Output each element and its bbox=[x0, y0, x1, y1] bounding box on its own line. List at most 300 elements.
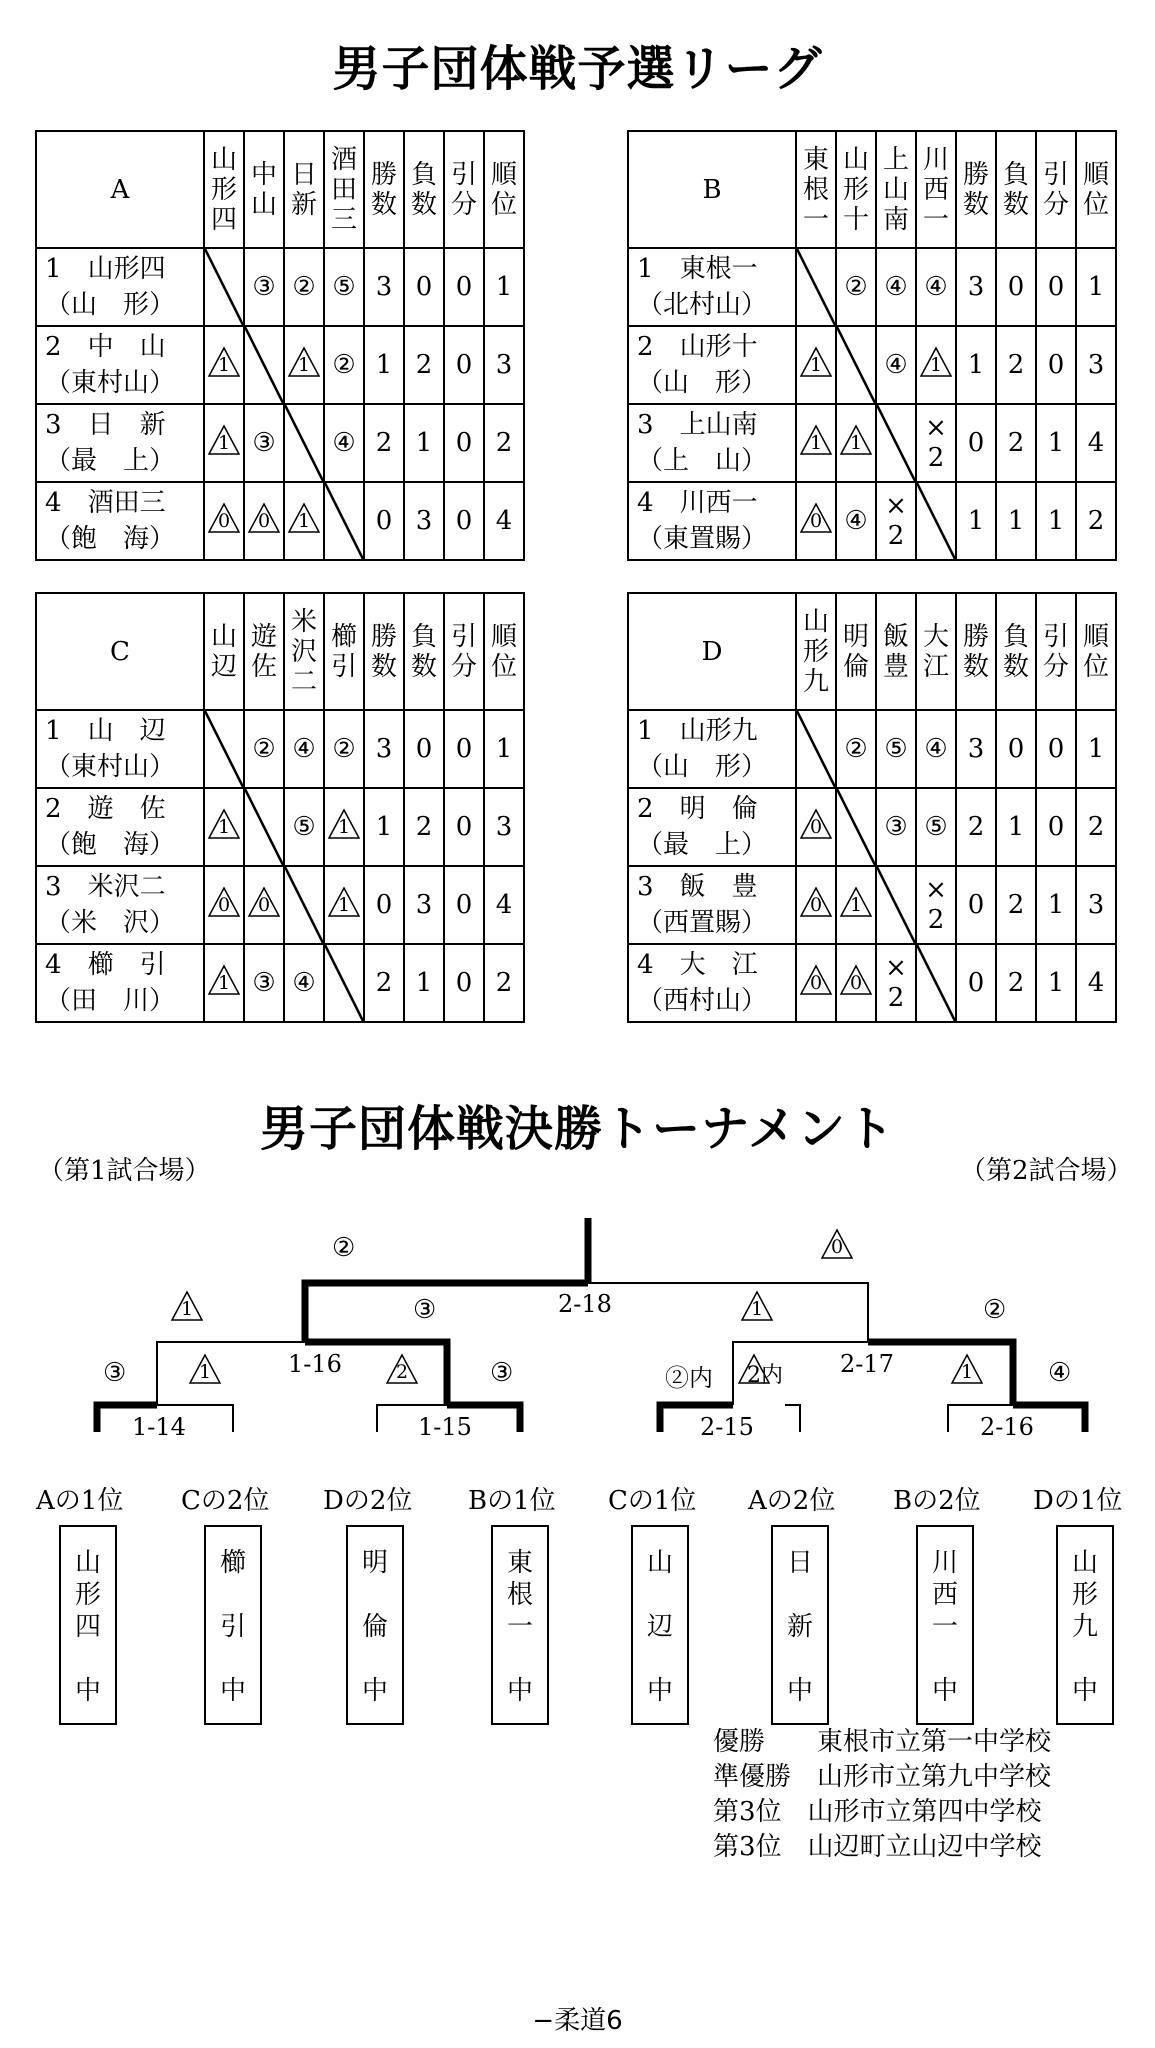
loss-mark: 1 bbox=[327, 886, 361, 918]
opponent-header: 飯豊 bbox=[876, 593, 916, 710]
venue-right: （第2試合場） bbox=[960, 1156, 1133, 1186]
loss-mark: 0 bbox=[799, 964, 833, 996]
result-cell bbox=[876, 710, 916, 788]
stat-cell: 2 bbox=[996, 404, 1036, 482]
opponent-header: 遊佐 bbox=[244, 593, 284, 710]
entrant-char bbox=[1058, 1643, 1112, 1675]
stat-cell: 0 bbox=[1036, 248, 1076, 326]
stat-cell: 3 bbox=[484, 788, 524, 866]
entrant-char bbox=[348, 1579, 402, 1611]
entrant-char bbox=[206, 1579, 260, 1611]
stat-cell: 2 bbox=[484, 404, 524, 482]
win-mark: ② bbox=[292, 272, 316, 302]
entrant-char: 東 bbox=[506, 1548, 533, 1578]
result-cell bbox=[284, 944, 324, 1022]
table-row bbox=[628, 482, 1116, 560]
draw-mark: × 2 bbox=[885, 953, 907, 1013]
score-q3-right: 2内 bbox=[737, 1353, 771, 1385]
result-cell bbox=[916, 788, 956, 866]
win-mark: ④ bbox=[332, 428, 356, 458]
team-cell: 1 東根一 （北村山） bbox=[628, 248, 796, 326]
win-mark: ④ bbox=[884, 272, 908, 302]
stat-cell: 0 bbox=[996, 710, 1036, 788]
team-cell: 2 遊 佐 （飽 海） bbox=[36, 788, 204, 866]
result-cell bbox=[244, 710, 284, 788]
stat-cell: 1 bbox=[1036, 944, 1076, 1022]
entrant-char: 櫛 bbox=[219, 1548, 246, 1578]
score-semi2-right: ② bbox=[983, 1295, 1007, 1325]
seed-label: Cの2位 bbox=[181, 1486, 270, 1516]
result-cell bbox=[876, 944, 916, 1022]
team-cell: 4 川西一 （東置賜） bbox=[628, 482, 796, 560]
result-cell bbox=[244, 866, 284, 944]
stat-cell: 1 bbox=[364, 326, 404, 404]
opponent-header: 山辺 bbox=[204, 593, 244, 710]
bracket-2-15-right bbox=[785, 1405, 800, 1432]
table-row bbox=[36, 866, 524, 944]
loss-mark: 0 bbox=[799, 502, 833, 534]
loss-mark: 0 bbox=[799, 808, 833, 840]
stat-cell: 2 bbox=[1076, 482, 1116, 560]
seed-label: Aの2位 bbox=[748, 1486, 836, 1516]
league-name: C bbox=[36, 593, 204, 710]
result-cell bbox=[836, 710, 876, 788]
stat-header: 順位 bbox=[1076, 593, 1116, 710]
loss-mark: 1 bbox=[287, 346, 321, 378]
stat-header: 勝数 bbox=[956, 593, 996, 710]
loss-mark: 1 bbox=[327, 808, 361, 840]
stat-cell: 1 bbox=[1036, 404, 1076, 482]
team-cell: 1 山形九 （山 形） bbox=[628, 710, 796, 788]
league-table-d bbox=[627, 592, 1117, 1023]
stat-cell: 1 bbox=[1036, 866, 1076, 944]
self-match-cell bbox=[876, 866, 916, 944]
team-cell: 3 飯 豊 （西置賜） bbox=[628, 866, 796, 944]
bracket-2-18-right bbox=[588, 1283, 868, 1342]
stat-header: 負数 bbox=[996, 131, 1036, 248]
stat-cell: 4 bbox=[484, 482, 524, 560]
entrant-char bbox=[206, 1643, 260, 1675]
entrant-box bbox=[771, 1525, 829, 1725]
loss-mark: 0 bbox=[247, 502, 281, 534]
match-2-18: 2-18 bbox=[558, 1290, 612, 1318]
self-match-cell bbox=[244, 326, 284, 404]
win-mark: ⑤ bbox=[884, 734, 908, 764]
team-cell: 4 大 江 （西村山） bbox=[628, 944, 796, 1022]
opponent-header: 山形十 bbox=[836, 131, 876, 248]
stat-cell: 0 bbox=[444, 788, 484, 866]
self-match-cell bbox=[916, 482, 956, 560]
score-q2-left: 2 bbox=[385, 1353, 419, 1385]
result-cell bbox=[916, 326, 956, 404]
tournament-title: 男子団体戦決勝トーナメント bbox=[259, 1101, 896, 1157]
match-2-17: 2-17 bbox=[840, 1350, 894, 1378]
stat-cell: 0 bbox=[364, 482, 404, 560]
result-cell bbox=[876, 326, 916, 404]
loss-mark: 1 bbox=[207, 346, 241, 378]
result-cell bbox=[244, 404, 284, 482]
entrant-char: 中 bbox=[1071, 1676, 1098, 1706]
loss-mark: 1 bbox=[287, 502, 321, 534]
result-cell bbox=[836, 404, 876, 482]
result-cell bbox=[244, 944, 284, 1022]
result-cell bbox=[324, 710, 364, 788]
stat-header: 負数 bbox=[996, 593, 1036, 710]
result-cell bbox=[796, 326, 836, 404]
table-row bbox=[36, 404, 524, 482]
result-cell bbox=[796, 482, 836, 560]
score-semi1-left: 1 bbox=[170, 1290, 204, 1322]
loss-mark: 0 bbox=[247, 886, 281, 918]
stat-cell: 4 bbox=[484, 866, 524, 944]
stat-cell: 2 bbox=[996, 326, 1036, 404]
entrant-char: 山 bbox=[646, 1548, 673, 1578]
entrant-box bbox=[204, 1525, 262, 1725]
loss-mark: 1 bbox=[799, 346, 833, 378]
team-cell: 2 中 山 （東村山） bbox=[36, 326, 204, 404]
win-mark: ③ bbox=[884, 812, 908, 842]
stat-cell: 3 bbox=[1076, 866, 1116, 944]
result-cell bbox=[284, 482, 324, 560]
stat-cell: 3 bbox=[956, 710, 996, 788]
stat-header: 引分 bbox=[444, 593, 484, 710]
match-1-15: 1-15 bbox=[418, 1413, 472, 1441]
win-mark: ⑤ bbox=[924, 812, 948, 842]
entrant-char: 一 bbox=[506, 1612, 533, 1642]
team-cell: 1 山 辺 （東村山） bbox=[36, 710, 204, 788]
entrant-char: 日 bbox=[786, 1548, 813, 1578]
entrant-char: 四 bbox=[74, 1612, 101, 1642]
league-table-b bbox=[627, 130, 1117, 561]
entrant-char bbox=[633, 1643, 687, 1675]
score-q3-left: ②内 bbox=[665, 1364, 713, 1392]
result-third-1: 第3位 山形市立第四中学校 bbox=[713, 1797, 1042, 1827]
win-mark: ③ bbox=[252, 428, 276, 458]
stat-cell: 0 bbox=[444, 710, 484, 788]
loss-mark: 1 bbox=[207, 808, 241, 840]
stat-header: 勝数 bbox=[956, 131, 996, 248]
win-mark: ④ bbox=[924, 272, 948, 302]
result-cell bbox=[796, 866, 836, 944]
stat-header: 順位 bbox=[484, 131, 524, 248]
win-mark: ④ bbox=[924, 734, 948, 764]
self-match-cell bbox=[324, 482, 364, 560]
stat-cell: 2 bbox=[364, 944, 404, 1022]
result-cell bbox=[324, 866, 364, 944]
self-match-cell bbox=[204, 710, 244, 788]
stat-cell: 1 bbox=[364, 788, 404, 866]
stat-cell: 3 bbox=[484, 326, 524, 404]
score-semi2-left: 1 bbox=[740, 1290, 774, 1322]
result-cell bbox=[244, 482, 284, 560]
stat-cell: 0 bbox=[404, 248, 444, 326]
table-row bbox=[36, 788, 524, 866]
bracket-1-16-left bbox=[157, 1342, 305, 1405]
draw-mark: × 2 bbox=[925, 413, 947, 473]
league-name: A bbox=[36, 131, 204, 248]
result-cell bbox=[836, 944, 876, 1022]
win-mark: ② bbox=[332, 350, 356, 380]
team-cell: 3 日 新 （最 上） bbox=[36, 404, 204, 482]
seed-label: Aの1位 bbox=[36, 1486, 124, 1516]
opponent-header: 中山 bbox=[244, 131, 284, 248]
win-mark: ② bbox=[844, 734, 868, 764]
entrant-char: 形 bbox=[1071, 1580, 1098, 1610]
entrant-char: 新 bbox=[786, 1612, 813, 1642]
entrant-box bbox=[346, 1525, 404, 1725]
league-table-a bbox=[35, 130, 525, 561]
win-mark: ④ bbox=[292, 968, 316, 998]
self-match-cell bbox=[836, 326, 876, 404]
win-mark: ② bbox=[332, 734, 356, 764]
loss-mark: 1 bbox=[207, 424, 241, 456]
win-mark: ② bbox=[252, 734, 276, 764]
win-mark: ④ bbox=[884, 350, 908, 380]
self-match-cell bbox=[796, 248, 836, 326]
entrant-char: 中 bbox=[74, 1676, 101, 1706]
result-cell bbox=[876, 482, 916, 560]
entrant-char: 川 bbox=[931, 1548, 958, 1578]
entrant-char: 中 bbox=[931, 1676, 958, 1706]
stat-cell: 2 bbox=[484, 944, 524, 1022]
stat-cell: 0 bbox=[404, 710, 444, 788]
loss-mark: 0 bbox=[839, 964, 873, 996]
stat-cell: 0 bbox=[956, 944, 996, 1022]
loss-mark: 1 bbox=[919, 346, 953, 378]
team-cell: 1 山形四 （山 形） bbox=[36, 248, 204, 326]
team-cell: 3 上山南 （上 山） bbox=[628, 404, 796, 482]
bracket-2-18-left bbox=[305, 1283, 588, 1342]
league-name: D bbox=[628, 593, 796, 710]
score-final-left: ② bbox=[332, 1233, 356, 1263]
result-cell bbox=[796, 404, 836, 482]
league-title: 男子団体戦予選リーグ bbox=[332, 41, 823, 97]
seed-label: Dの1位 bbox=[1033, 1486, 1123, 1516]
stat-cell: 4 bbox=[1076, 404, 1116, 482]
self-match-cell bbox=[284, 404, 324, 482]
entrant-char: 根 bbox=[506, 1580, 533, 1610]
stat-header: 順位 bbox=[1076, 131, 1116, 248]
entrant-char: 山 bbox=[1071, 1548, 1098, 1578]
opponent-header: 米沢二 bbox=[284, 593, 324, 710]
score-q2-right: ③ bbox=[490, 1358, 514, 1388]
result-cell bbox=[324, 248, 364, 326]
stat-header: 順位 bbox=[484, 593, 524, 710]
win-mark: ⑤ bbox=[332, 272, 356, 302]
loss-mark: 1 bbox=[207, 964, 241, 996]
opponent-header: 明倫 bbox=[836, 593, 876, 710]
table-row bbox=[36, 482, 524, 560]
entrant-char: 中 bbox=[361, 1676, 388, 1706]
stat-cell: 1 bbox=[996, 482, 1036, 560]
draw-mark: × 2 bbox=[885, 491, 907, 551]
stat-cell: 2 bbox=[996, 866, 1036, 944]
table-row bbox=[628, 248, 1116, 326]
stat-cell: 3 bbox=[956, 248, 996, 326]
venue-left: （第1試合場） bbox=[38, 1156, 211, 1186]
self-match-cell bbox=[204, 248, 244, 326]
self-match-cell bbox=[796, 710, 836, 788]
entrant-char: 明 bbox=[361, 1548, 388, 1578]
win-mark: ③ bbox=[252, 968, 276, 998]
opponent-header: 東根一 bbox=[796, 131, 836, 248]
team-cell: 4 酒田三 （飽 海） bbox=[36, 482, 204, 560]
entrant-char: 一 bbox=[931, 1612, 958, 1642]
final-results bbox=[713, 1725, 1051, 1865]
stat-cell: 0 bbox=[444, 326, 484, 404]
score-q1-right: 1 bbox=[188, 1353, 222, 1385]
entrant-box bbox=[916, 1525, 974, 1725]
match-2-15: 2-15 bbox=[700, 1413, 754, 1441]
self-match-cell bbox=[916, 944, 956, 1022]
entrant-char: 西 bbox=[931, 1580, 958, 1610]
result-cell bbox=[244, 248, 284, 326]
stat-header: 引分 bbox=[444, 131, 484, 248]
stat-cell: 1 bbox=[996, 788, 1036, 866]
self-match-cell bbox=[284, 866, 324, 944]
opponent-header: 山形九 bbox=[796, 593, 836, 710]
team-cell: 2 明 倫 （最 上） bbox=[628, 788, 796, 866]
score-final-right: 0 bbox=[820, 1228, 854, 1260]
table-row bbox=[628, 326, 1116, 404]
draw-mark: × 2 bbox=[925, 875, 947, 935]
entrant-char: 中 bbox=[646, 1676, 673, 1706]
result-cell bbox=[204, 326, 244, 404]
stat-header: 引分 bbox=[1036, 593, 1076, 710]
stat-cell: 0 bbox=[1036, 788, 1076, 866]
loss-mark: 0 bbox=[207, 502, 241, 534]
result-cell bbox=[796, 944, 836, 1022]
result-cell bbox=[836, 482, 876, 560]
result-cell bbox=[204, 404, 244, 482]
opponent-header: 酒田三 bbox=[324, 131, 364, 248]
result-cell bbox=[876, 248, 916, 326]
stat-cell: 1 bbox=[1036, 482, 1076, 560]
stat-cell: 1 bbox=[1076, 248, 1116, 326]
seed-label: Dの2位 bbox=[323, 1486, 413, 1516]
seed-label: Bの1位 bbox=[468, 1486, 556, 1516]
stat-cell: 1 bbox=[956, 482, 996, 560]
result-cell bbox=[916, 404, 956, 482]
entrant-char bbox=[348, 1643, 402, 1675]
stat-cell: 0 bbox=[1036, 710, 1076, 788]
result-cell bbox=[876, 788, 916, 866]
result-runner-up: 準優勝 山形市立第九中学校 bbox=[713, 1762, 1052, 1792]
stat-header: 負数 bbox=[404, 593, 444, 710]
result-cell bbox=[796, 788, 836, 866]
stat-cell: 3 bbox=[364, 248, 404, 326]
table-row bbox=[628, 866, 1116, 944]
table-row bbox=[36, 944, 524, 1022]
stat-cell: 3 bbox=[404, 866, 444, 944]
stat-cell: 2 bbox=[956, 788, 996, 866]
seed-label: Bの2位 bbox=[893, 1486, 981, 1516]
stat-cell: 3 bbox=[1076, 326, 1116, 404]
entrant-char bbox=[633, 1579, 687, 1611]
entrant-char: 引 bbox=[219, 1612, 246, 1642]
entrant-char bbox=[493, 1643, 547, 1675]
stat-cell: 0 bbox=[444, 944, 484, 1022]
win-mark: ④ bbox=[292, 734, 316, 764]
win-mark: ③ bbox=[252, 272, 276, 302]
team-cell: 3 米沢二 （米 沢） bbox=[36, 866, 204, 944]
league-table-c bbox=[35, 592, 525, 1023]
stat-cell: 3 bbox=[404, 482, 444, 560]
entrant-char: 形 bbox=[74, 1580, 101, 1610]
result-cell bbox=[916, 866, 956, 944]
stat-cell: 2 bbox=[404, 326, 444, 404]
result-third-2: 第3位 山辺町立山辺中学校 bbox=[713, 1832, 1042, 1862]
stat-header: 勝数 bbox=[364, 593, 404, 710]
stat-cell: 2 bbox=[996, 944, 1036, 1022]
stat-cell: 1 bbox=[484, 248, 524, 326]
stat-cell: 1 bbox=[956, 326, 996, 404]
result-cell bbox=[836, 866, 876, 944]
stat-cell: 0 bbox=[956, 404, 996, 482]
opponent-header: 日新 bbox=[284, 131, 324, 248]
win-mark: ⑤ bbox=[292, 812, 316, 842]
opponent-header: 大江 bbox=[916, 593, 956, 710]
entrant-char: 山 bbox=[74, 1548, 101, 1578]
result-cell bbox=[284, 248, 324, 326]
opponent-header: 川西一 bbox=[916, 131, 956, 248]
win-mark: ② bbox=[844, 272, 868, 302]
table-row bbox=[36, 326, 524, 404]
stat-header: 引分 bbox=[1036, 131, 1076, 248]
stat-cell: 0 bbox=[444, 404, 484, 482]
result-cell bbox=[324, 788, 364, 866]
table-row bbox=[628, 944, 1116, 1022]
entrant-box bbox=[631, 1525, 689, 1725]
entrant-char: 中 bbox=[506, 1676, 533, 1706]
self-match-cell bbox=[324, 944, 364, 1022]
stat-cell: 0 bbox=[444, 482, 484, 560]
loss-mark: 1 bbox=[799, 424, 833, 456]
table-row bbox=[628, 404, 1116, 482]
stat-cell: 2 bbox=[364, 404, 404, 482]
entrant-char: 九 bbox=[1071, 1612, 1098, 1642]
entrant-box bbox=[1056, 1525, 1114, 1725]
result-cell bbox=[204, 788, 244, 866]
result-winner: 優勝 東根市立第一中学校 bbox=[713, 1727, 1052, 1757]
stat-cell: 2 bbox=[404, 788, 444, 866]
score-q1-left: ③ bbox=[103, 1358, 127, 1388]
result-cell bbox=[836, 248, 876, 326]
entrant-char: 中 bbox=[219, 1676, 246, 1706]
stat-cell: 2 bbox=[1076, 788, 1116, 866]
stat-cell: 0 bbox=[444, 248, 484, 326]
stat-cell: 3 bbox=[364, 710, 404, 788]
self-match-cell bbox=[876, 404, 916, 482]
score-q4-right: ④ bbox=[1048, 1358, 1072, 1388]
entrant-box bbox=[59, 1525, 117, 1725]
league-name: B bbox=[628, 131, 796, 248]
result-cell bbox=[284, 326, 324, 404]
stat-cell: 0 bbox=[364, 866, 404, 944]
self-match-cell bbox=[836, 788, 876, 866]
result-cell bbox=[284, 710, 324, 788]
stat-cell: 0 bbox=[444, 866, 484, 944]
result-cell bbox=[284, 788, 324, 866]
score-semi1-right: ③ bbox=[413, 1295, 437, 1325]
stat-cell: 0 bbox=[1036, 326, 1076, 404]
self-match-cell bbox=[244, 788, 284, 866]
result-cell bbox=[204, 866, 244, 944]
opponent-header: 上山南 bbox=[876, 131, 916, 248]
stat-cell: 0 bbox=[956, 866, 996, 944]
table-row bbox=[36, 248, 524, 326]
loss-mark: 1 bbox=[839, 886, 873, 918]
